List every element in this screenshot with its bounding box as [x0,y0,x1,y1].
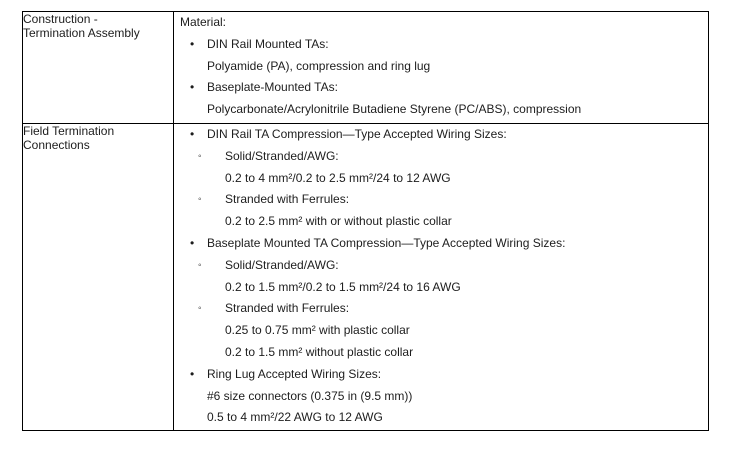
spec-line-text: #6 size connectors (0.375 in (9.5 mm)) [207,388,413,403]
table-row [23,124,709,431]
circle-bullet-icon: ◦ [198,259,202,271]
spec-label-line: Construction - [23,12,98,26]
spec-label-line: Termination Assembly [23,26,140,40]
spec-line-text: Solid/Stranded/AWG: [225,148,339,163]
spec-label-line: Field Termination [23,124,115,138]
bullet-icon: • [190,235,195,250]
spec-line-text: 0.2 to 4 mm²/0.2 to 2.5 mm²/24 to 12 AWG [225,170,451,185]
spec-line [174,211,708,233]
spec-line [174,168,708,190]
spec-line [174,320,708,342]
spec-line [174,342,708,364]
spec-line-text: Solid/Stranded/AWG: [225,257,339,272]
circle-bullet-icon: ◦ [198,303,202,315]
spec-line [174,298,708,320]
spec-line [174,386,708,408]
spec-line [174,233,708,255]
spec-line [174,99,708,121]
table-row [23,12,709,124]
spec-label-line: Connections [23,138,90,152]
bullet-icon: • [190,127,195,141]
spec-line-text: 0.25 to 0.75 mm² with plastic collar [225,323,410,338]
spec-table [22,11,709,431]
bullet-icon: • [190,36,195,51]
spec-line-text: Baseplate Mounted TA Compression—Type Accepted Wiring Sizes: [207,235,566,250]
circle-bullet-icon: ◦ [198,150,202,162]
spec-line [174,56,708,78]
spec-line-text: 0.2 to 2.5 mm² with or without plastic collar [225,214,452,229]
spec-line-text: Stranded with Ferrules: [225,301,350,316]
spec-line-text: DIN Rail Mounted TAs: [207,36,329,51]
spec-line-text: Polycarbonate/Acrylonitrile Butadiene Styrene (PC/ABS), compression [207,102,582,117]
spec-line-text: 0.2 to 1.5 mm² without plastic collar [225,344,414,359]
circle-bullet-icon: ◦ [198,194,202,206]
spec-line [174,124,708,146]
spec-line-text: Ring Lug Accepted Wiring Sizes: [207,366,382,381]
spec-line-text: Polyamide (PA), compression and ring lug [207,58,431,73]
spec-line [174,277,708,299]
spec-line [174,146,708,168]
spec-line-text: 0.2 to 1.5 mm²/0.2 to 1.5 mm²/24 to 16 AWG [225,279,461,294]
spec-label-cell [23,12,174,124]
spec-label-cell [23,124,174,431]
bullet-icon: • [190,80,195,95]
spec-line [174,364,708,386]
spec-table-body [23,12,709,431]
spec-content-cell [174,124,709,431]
spec-line [174,255,708,277]
spec-line [174,407,708,429]
bullet-icon: • [190,366,195,381]
spec-line-text: Stranded with Ferrules: [225,192,350,207]
spec-line-text: DIN Rail TA Compression—Type Accepted Wiring Sizes: [207,127,507,141]
spec-line [174,189,708,211]
spec-line-text: Baseplate-Mounted TAs: [207,80,338,95]
spec-line [174,34,708,56]
spec-line-text: 0.5 to 4 mm²/22 AWG to 12 AWG [207,410,383,425]
spec-line [174,12,708,34]
spec-line-text: Material: [180,15,227,29]
spec-line [174,77,708,99]
spec-content-cell [174,12,709,124]
